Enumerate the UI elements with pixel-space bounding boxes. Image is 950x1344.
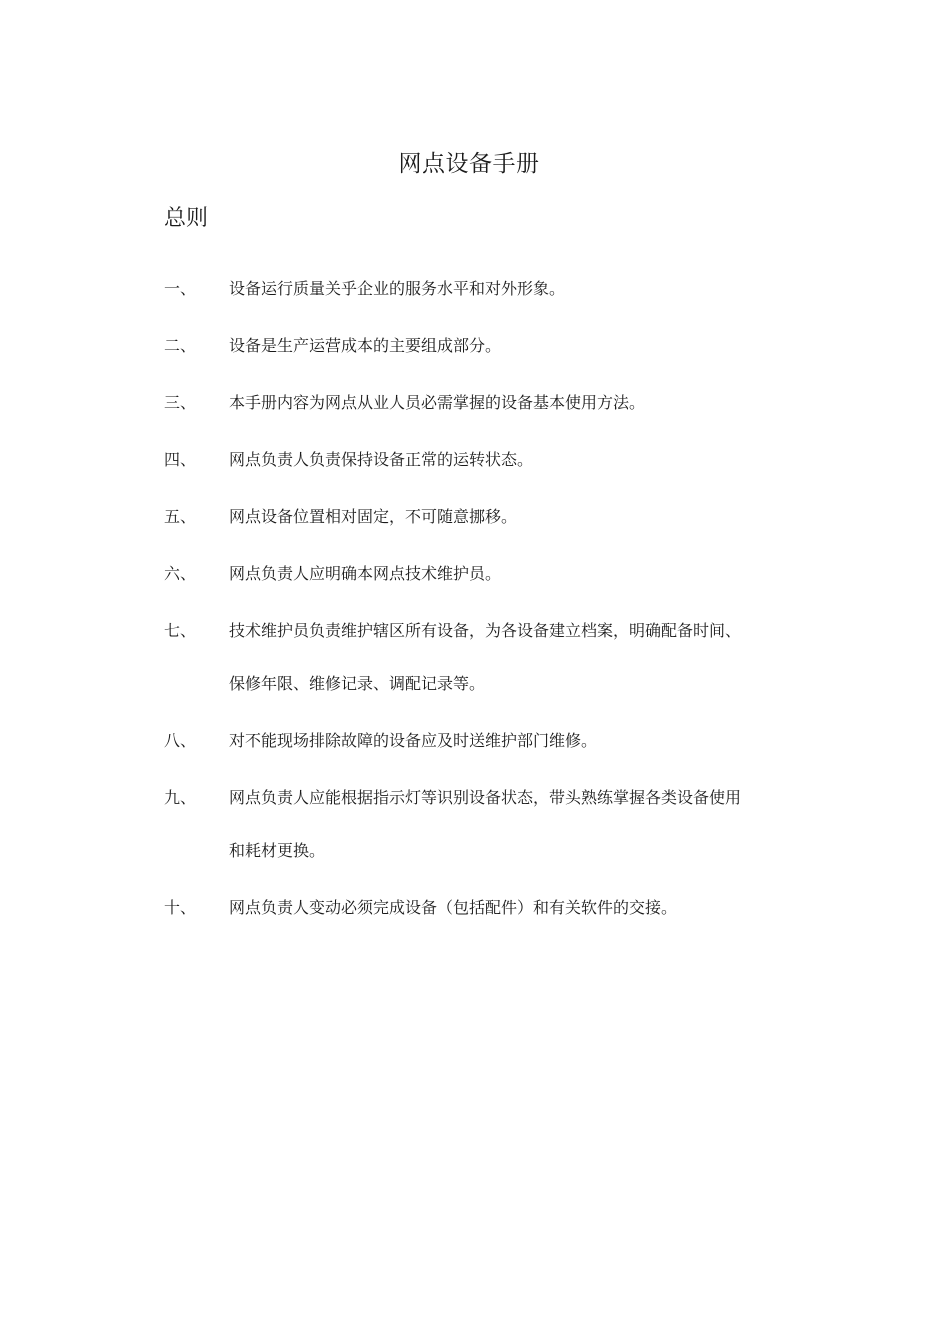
clause-item (164, 433, 744, 486)
clause-item (164, 262, 744, 315)
clause-text: 本手册内容为网点从业人员必需掌握的设备基本使用方法。 (229, 393, 646, 412)
clause-list (164, 262, 744, 938)
clause-text: 技术维护员负责维护辖区所有设备，为各设备建立档案，明确配备时间、保修年限、维修记录、调配记录等。 (229, 621, 742, 693)
clause-text: 网点负责人变动必须完成设备（包括配件）和有关软件的交接。 (229, 898, 678, 917)
document-title: 网点设备手册 (398, 151, 540, 177)
clause-number: 六、 (164, 564, 197, 583)
clause-text: 设备是生产运营成本的主要组成部分。 (229, 336, 502, 355)
clause-number: 八、 (164, 731, 197, 750)
clause-number: 二、 (164, 336, 197, 355)
clause-number: 四、 (164, 450, 197, 469)
clause-text: 网点负责人应能根据指示灯等识别设备状态，带头熟练掌握各类设备使用和耗材更换。 (229, 788, 742, 860)
clause-number: 九、 (164, 788, 197, 807)
clause-text: 网点负责人应明确本网点技术维护员。 (229, 564, 502, 583)
clause-number: 七、 (164, 621, 197, 640)
clause-item (164, 490, 744, 543)
clause-item (164, 319, 744, 372)
clause-item (164, 604, 744, 710)
clause-item (164, 714, 744, 767)
clause-item (164, 881, 744, 934)
clause-item (164, 547, 744, 600)
clause-item (164, 376, 744, 429)
clause-number: 十、 (164, 898, 197, 917)
section-heading: 总则 (164, 206, 209, 231)
clause-item (164, 771, 744, 877)
clause-text: 对不能现场排除故障的设备应及时送维护部门维修。 (229, 731, 598, 750)
clause-number: 五、 (164, 507, 197, 526)
clause-number: 三、 (164, 393, 197, 412)
clause-text: 网点设备位置相对固定，不可随意挪移。 (229, 507, 518, 526)
clause-text: 网点负责人负责保持设备正常的运转状态。 (229, 450, 534, 469)
clause-text: 设备运行质量关乎企业的服务水平和对外形象。 (229, 279, 566, 298)
clause-number: 一、 (164, 279, 197, 298)
